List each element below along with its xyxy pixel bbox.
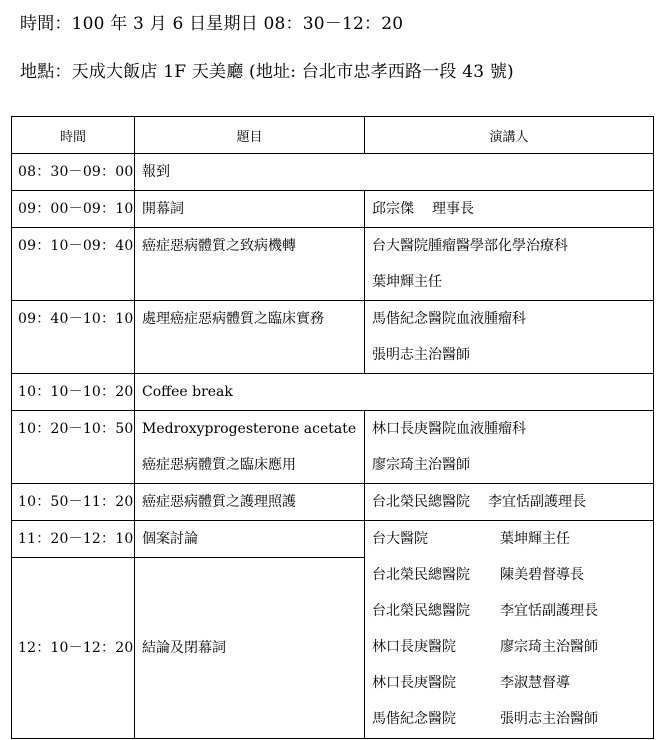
time-cell: 12：10－12：20 [12,558,135,739]
table-row [12,484,654,521]
panel-name: 張明志主治醫師 [500,711,598,727]
topic-line: 癌症惡病體質之臨床應用 [142,457,296,473]
panel-speaker [372,701,646,737]
event-place-line: 地點：天成大飯店 1F 天美廳 (地址: 台北市忠孝西路一段 43 號) [20,62,514,82]
panel-speaker [372,593,646,629]
panel-speakers-cell [365,521,654,739]
speaker-cell [365,191,654,228]
panel-name: 廖宗琦主治醫師 [500,639,598,655]
topic-cell: 處理癌症惡病體質之臨床實務 [135,301,365,374]
panel-speaker [372,521,646,557]
table-row [12,374,654,411]
topic-cell: Coffee break [135,374,654,411]
panel-hospital: 台大醫院 [372,531,428,547]
time-cell: 10：20－10：50 [12,411,135,484]
time-cell: 10：10－10：20 [12,374,135,411]
panel-hospital: 台北榮民總醫院 [372,603,470,619]
topic-cell: 結論及閉幕詞 [135,558,365,739]
speaker-affiliation: 馬偕紀念醫院血液腫瘤科 [372,311,526,327]
panel-name: 李宜恬副護理長 [500,603,598,619]
speaker-cell [365,411,654,484]
table-header-row [12,117,654,154]
header-topic: 題目 [135,117,365,154]
table-row [12,154,654,191]
speaker-name: 邱宗傑 [372,201,414,217]
panel-speaker [372,557,646,593]
topic-cell: 癌症惡病體質之護理照護 [135,484,365,521]
speaker-affiliation: 林口長庚醫院血液腫瘤科 [372,421,526,437]
topic-cell: 個案討論 [135,521,365,558]
panel-name: 陳美碧督導長 [500,567,584,583]
topic-cell: 癌症惡病體質之致病機轉 [135,228,365,301]
time-cell: 09：40－10：10 [12,301,135,374]
speaker-affiliation: 台北榮民總醫院 [372,494,470,510]
topic-cell: 開幕詞 [135,191,365,228]
panel-hospital: 林口長庚醫院 [372,675,456,691]
panel-hospital: 馬偕紀念醫院 [372,711,456,727]
panel-speaker [372,629,646,665]
topic-cell [135,411,365,484]
event-time-line: 時間：100 年 3 月 6 日星期日 08：30－12：20 [20,14,404,34]
speaker-name: 李宜恬副護理長 [488,494,586,510]
topic-cell: 報到 [135,154,654,191]
panel-hospital: 林口長庚醫院 [372,639,456,655]
panel-speaker [372,665,646,701]
speaker-name: 廖宗琦主治醫師 [372,457,470,473]
time-cell: 09：10－09：40 [12,228,135,301]
time-cell: 08：30－09：00 [12,154,135,191]
speaker-affiliation: 台大醫院腫瘤醫學部化學治療科 [372,238,568,254]
table-row [12,521,654,558]
header-time: 時間 [12,117,135,154]
panel-hospital: 台北榮民總醫院 [372,567,470,583]
header-speaker: 演講人 [365,117,654,154]
speaker-title: 理事長 [432,201,474,217]
table-row [12,191,654,228]
speaker-cell [365,301,654,374]
time-cell: 09：00－09：10 [12,191,135,228]
time-cell: 10：50－11：20 [12,484,135,521]
table-row [12,301,654,374]
topic-line: Medroxyprogesterone acetate [142,421,357,437]
table-row [12,228,654,301]
speaker-cell [365,228,654,301]
panel-name: 葉坤輝主任 [500,531,570,547]
time-cell: 11：20－12：10 [12,521,135,558]
agenda-table [11,116,654,739]
speaker-name: 張明志主治醫師 [372,347,470,363]
table-row [12,411,654,484]
panel-name: 李淑慧督導 [500,675,570,691]
speaker-name: 葉坤輝主任 [372,274,442,290]
speaker-cell [365,484,654,521]
